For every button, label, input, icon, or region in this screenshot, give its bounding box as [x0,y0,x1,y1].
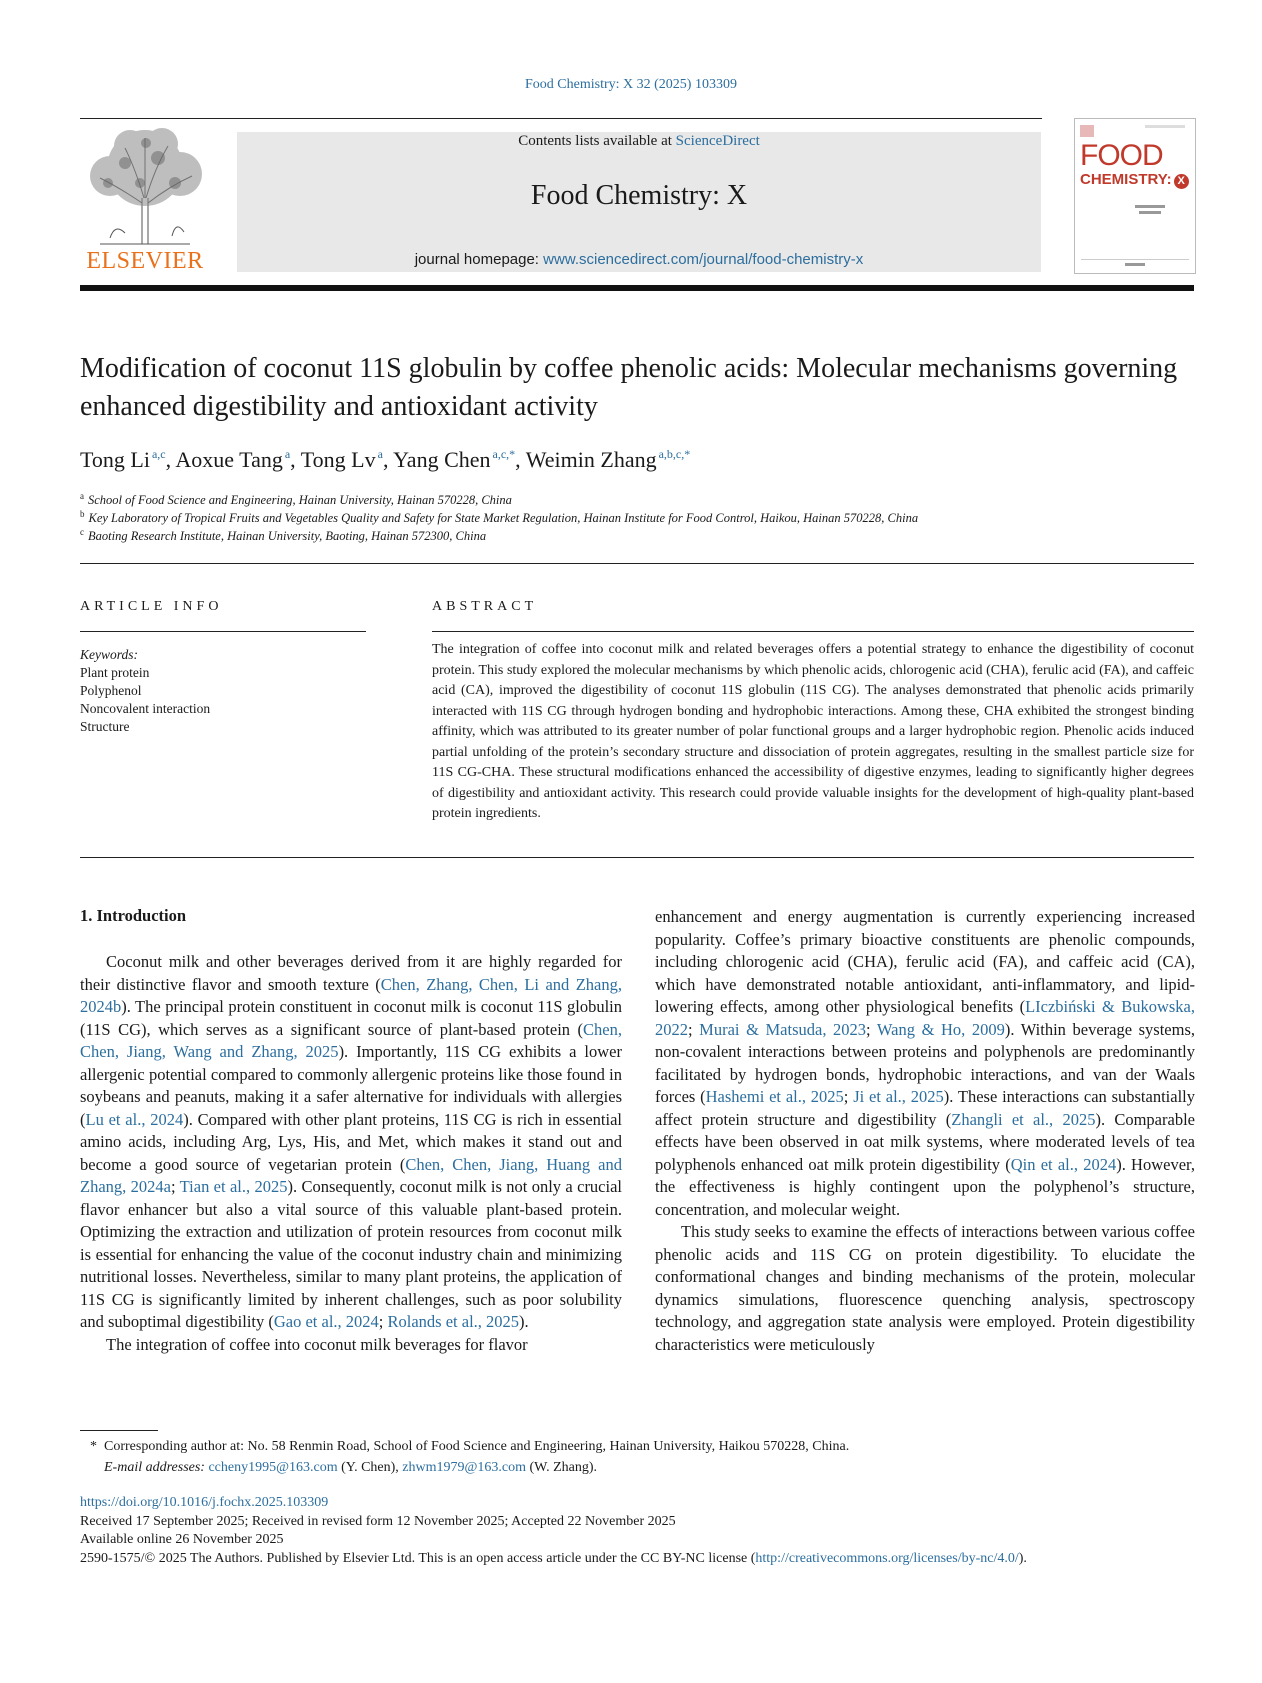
citation-link[interactable]: LIczbiński & Bukowska, 2022 [655,997,1195,1039]
intro-right-column [655,906,1195,1356]
citation-link[interactable]: Rolands et al., 2025 [387,1312,520,1331]
body-paragraph [655,906,1195,1221]
journal-masthead [237,132,1041,272]
citation-link[interactable]: Wang & Ho, 2009 [876,1019,1005,1039]
paragraph-text: ). Within beverage systems, non-covalent interactions between proteins and polyphenols are predominantly facilitated by hydrogen bonds, hydrophobic interactions, and van der Waals forces ( [655,1019,1196,1106]
citation-link[interactable]: Tian et al., 2025 [179,1177,288,1196]
sciencedirect-link[interactable]: ScienceDirect [675,133,760,149]
email-label: E-mail addresses: [104,1460,205,1475]
elsevier-logo[interactable] [80,128,210,278]
journal-homepage-line: journal homepage: www.sciencedirect.com/journal/food-chemistry-x [414,251,864,268]
affiliation: $^b$ Key Laboratory of Tropical Fruits and Vegetables Quality and Safety for State Market Regulation, Hainan Institute for Food Control, Haikou, Hainan 570228, China [80,509,919,526]
citation-link[interactable]: Zhangli et al., 2025 [951,1109,1096,1129]
body-paragraph [655,1221,1195,1356]
body-paragraph [80,951,622,1334]
abstract-text: The integration of coffee into coconut milk and related beverages offers a potential strategy to enhance the digestibility of coconut protein. This study explored the molecular mechanisms by which phenolic acids, chlorogenic acid (CHA), ferulic acid (FA), and caffeic acid (CA), improved the digestibility of coconut 11S globulin (11S CG). The analyses demonstrated that phenolic acids primarily interacted with 11S CG through hydrogen bonding and hydrophobic interactions. Among these, CHA exhibited the strongest binding affinity, which was attributed to its greater number of polar functional groups and a larger hydrophobic region. Phenolic acids induced partial unfolding of the protein’s secondary structure and dissociation of protein aggregates, resulting in the smallest particle size for 11S CG-CHA. These structural modifications enhanced the accessibility of digestive enzymes, leading to significantly higher degrees of digestibility and antioxidant activity. This research could provide valuable insights for the development of high-quality plant-based protein ingredients. [432,642,1194,821]
author-affiliation-marker[interactable]: a,c,* [492,447,516,461]
citation-link[interactable]: Hashemi et al., 2025 [705,1087,844,1106]
elsevier-tree-icon [80,128,210,246]
paragraph-text: ). Consequently, coconut milk is not only a crucial flavor enhancer but also a vital source of this valuable plant-based protein. Optimizing the extraction and utilization of protein resources from coconut milk is essential for enhancing the value of the coconut industry chain and minimizing nutritional losses. Nevertheless, similar to many plant proteins, the application of 11S CG is significantly limited by inherent challenges, such as poor solubility and suboptimal digestibility ( [80,1177,623,1331]
keyword: Noncovalent interaction [80,701,211,716]
citation-link[interactable]: Gao et al., 2024 [273,1312,379,1331]
article-info-heading: ARTICLE INFO [80,599,223,614]
keywords-block [80,646,370,736]
header-thick-rule [80,285,1194,291]
citation-link[interactable]: Murai & Matsuda, 2023 [699,1019,867,1039]
intro-left-column [80,951,622,1356]
author-affiliation-marker[interactable]: a [284,447,291,461]
keyword: Plant protein [80,665,150,680]
paragraph-text: ). Compared with other plant proteins, 11S CG is rich in essential amino acids, including Arg, Lys, His, and Met, which makes it stand out and become a good source of vegetarian protein ( [80,1109,622,1174]
paragraph-text: ). The principal protein constituent in coconut milk is coconut 11S globulin (11S CG), which serves as a significant source of plant-based protein ( [80,997,622,1039]
keyword: Structure [80,719,130,734]
body-paragraph [80,1334,622,1357]
citation-link[interactable]: Lu et al., 2024 [85,1109,184,1129]
email-link-chen[interactable]: ccheny1995@163.com [208,1460,338,1475]
keywords-label: Keywords: [80,647,138,662]
keyword: Polyphenol [80,683,142,698]
citation-link[interactable]: Ji et al., 2025 [853,1087,944,1106]
doi-link[interactable]: https://doi.org/10.1016/j.fochx.2025.103309 [80,1495,329,1510]
author-name[interactable]: Tong Lv [300,447,376,472]
author-affiliation-marker[interactable]: a,c [151,447,166,461]
abstract-heading: ABSTRACT [432,599,538,614]
asterisk-marker: * [90,1439,104,1454]
header-top-rule [80,118,1042,119]
contents-available-line: Contents lists available at ScienceDirect [518,133,760,149]
article-title: Modification of coconut 11S globulin by coffee phenolic acids: Molecular mechanisms governing enhanced digestibility and antioxidant activity [80,353,1178,422]
journal-name: Food Chemistry: X [530,180,748,211]
journal-homepage-link[interactable]: www.sciencedirect.com/journal/food-chemistry-x [543,251,864,268]
cover-chemistry-word: CHEMISTRY: X [1080,171,1189,189]
divider [432,631,1194,632]
received-dates: Received 17 September 2025; Received in revised form 12 November 2025; Accepted 22 November 2025 [80,1513,676,1529]
license-statement: 2590-1575/© 2025 The Authors. Published by Elsevier Ltd. This is an open access article under the CC BY-NC license (http://creativecommons.org/licenses/by-nc/4.0/). [80,1550,1027,1566]
divider [80,631,366,632]
article-footer [80,1494,1194,1568]
affiliation: $^c$ Baoting Research Institute, Hainan University, Baoting, Hainan 572300, China [80,527,487,544]
elsevier-wordmark: ELSEVIER [86,248,204,274]
citation-link[interactable]: Chen, Chen, Jiang, Huang and Zhang, 2024a [80,1154,622,1196]
corresponding-address: Corresponding author at: No. 58 Renmin Road, School of Food Science and Engineering, Hainan University, Haikou 570228, China. [104,1439,850,1454]
available-online: Available online 26 November 2025 [80,1532,284,1547]
corresponding-author-footnote: * Corresponding author at: No. 58 Renmin Road, School of Food Science and Engineering, Hainan University, Haikou 570228, China. E-mail addresses: ccheny1995@163.com (Y. Chen), zhwm1979@163.com (W. Zhang). [90,1439,850,1475]
paragraph-text: ; [866,1019,877,1039]
citation-link[interactable]: Chen, Zhang, Chen, Li and Zhang, 2024b [80,974,622,1016]
paragraph-text: The integration of coffee into coconut milk beverages for flavor [106,1334,528,1354]
paragraph-text: ). However, the effectiveness is highly contingent upon the polyphenol’s structure, concentration, and molecular weight. [655,1154,1195,1219]
journal-reference-link[interactable]: Food Chemistry: X 32 (2025) 103309 [525,77,737,92]
paragraph-text: ; [843,1087,854,1106]
author-name[interactable]: Aoxue Tang [175,447,283,472]
divider [80,563,1194,564]
introduction-heading: 1. Introduction [80,906,187,925]
paragraph-text: ). [519,1312,529,1331]
footnote-rule [80,1430,158,1431]
paragraph-text: ; [378,1312,388,1331]
email-link-zhang[interactable]: zhwm1979@163.com [402,1460,527,1475]
paragraph-text: ; [688,1019,700,1039]
journal-cover-thumbnail[interactable] [1074,118,1196,274]
author-name[interactable]: Weimin Zhang [525,447,657,472]
paragraph-text: Coconut milk and other beverages derived from it are highly regarded for their distinctive flavor and smooth texture ( [80,952,622,994]
affiliation: $^a$ School of Food Science and Engineering, Hainan University, Hainan 570228, China [80,491,512,508]
paragraph-text: ). Importantly, 11S CG exhibits a lower allergenic potential compared to commonly allergenic proteins like those found in soybeans and peanuts, making it a safer alternative for individuals with allergies ( [80,1042,622,1129]
author-list: Tong Li $^{a,c}$, Aoxue Tang $^a$, Tong Lv $^a$, Yang Chen $^{a,c,*}$, Weimin Zhang $^{a,b,c,*}$ [80,447,691,472]
divider [80,857,1194,858]
paragraph-text: This study seeks to examine the effects of interactions between various coffee phenolic acids and 11S CG on protein digestibility. To elucidate the conformational changes and binding mechanisms of the protein, molecular dynamics simulations, fluorescence quenching analysis, spectroscopy technology, and aggregation state analysis were employed. Protein digestibility characteristics were meticulously [655,1222,1195,1354]
author-name[interactable]: Yang Chen [393,447,491,472]
paragraph-text: ). Comparable effects have been observed in oat milk systems, where moderated levels of tea polyphenols enhanced oat milk protein digestibility ( [655,1109,1195,1174]
paragraph-text: ). These interactions can substantially affect protein structure and digestibility ( [655,1087,1195,1129]
paragraph-text: enhancement and energy augmentation is currently experiencing increased popularity. Coffee’s primary bioactive constituents are phenolic compounds, including chlorogenic acid (CHA), ferulic acid (FA), and caffeic acid (CA), which have demonstrated notable antioxidant, anti-inflammatory, and lipid-lowering effects, among other physiological benefits ( [655,907,1195,1016]
cover-x-badge: X [1174,174,1189,189]
citation-link[interactable]: Qin et al., 2024 [1010,1154,1117,1174]
author-affiliation-marker[interactable]: a [377,447,383,461]
paragraph-text: ; [170,1177,180,1196]
citation-link[interactable]: Chen, Chen, Jiang, Wang and Zhang, 2025 [80,1019,622,1061]
author-affiliation-marker[interactable]: a,b,c,* [658,447,691,461]
author-name[interactable]: Tong Li [80,447,150,472]
license-link[interactable]: http://creativecommons.org/licenses/by-nc/4.0/ [755,1550,1019,1566]
cover-food-word: FOOD [1080,139,1163,172]
